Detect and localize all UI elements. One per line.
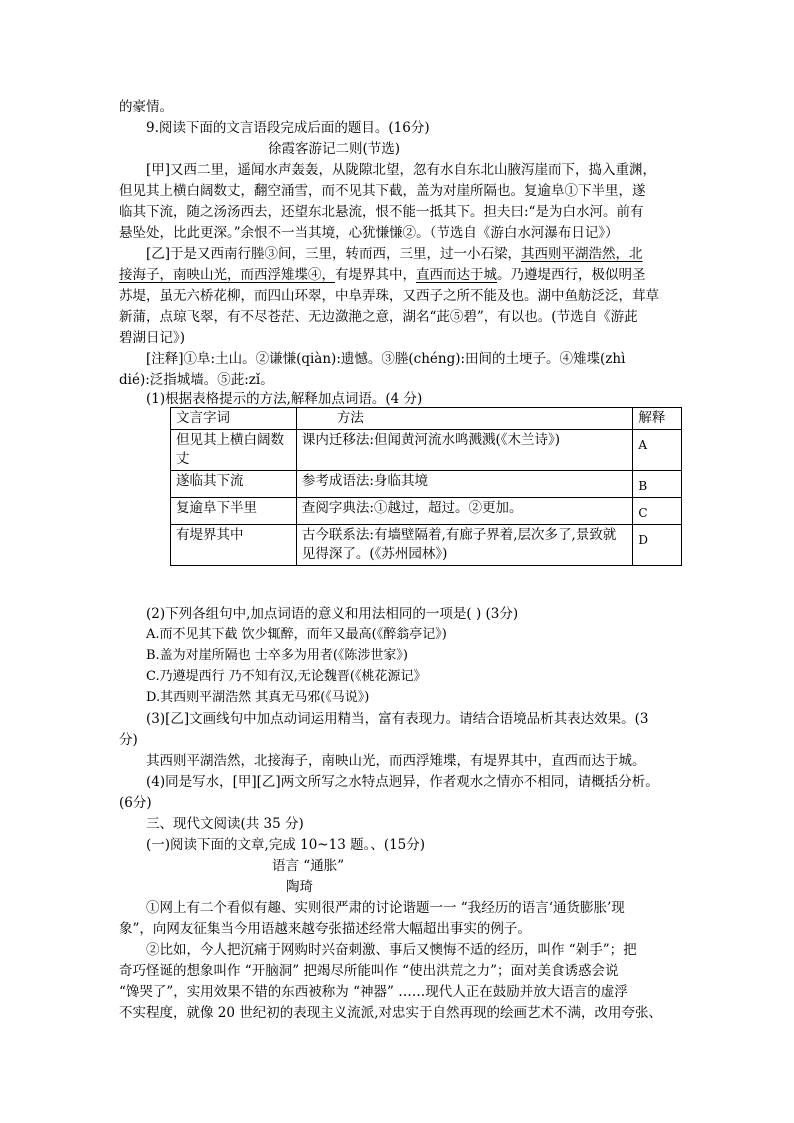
text-segment: [乙]于是又西南行塍③间，三里，转而西，三里，过一小石梁， <box>146 246 522 262</box>
table-header-cell: 方法 <box>296 408 632 430</box>
text-segment: 有堤界其中， <box>335 267 416 283</box>
table-cell: 参考成语法:身临其境 <box>296 471 632 498</box>
text-line: 碧湖日记》) <box>119 330 186 346</box>
table-cell: 有堤界其中 <box>171 525 297 566</box>
option-b: B.盖为对崖所隔也 士卒多为用者(《陈涉世家》) <box>146 648 408 663</box>
table-header-cell: 文言字词 <box>171 408 297 430</box>
text-line: “馋哭了”，实用效果不错的东西被称为 “神器” ……现代人正在鼓励并放大语言的虚浮 <box>119 984 628 1000</box>
table-row <box>171 525 682 566</box>
text-line: 新蒲，点琼飞翠，有不尽苍茫、无边潋滟之意，湖名“茈⑤碧”，有以也。(节选自《游茈 <box>119 309 638 325</box>
table-cell: 遂临其下流 <box>171 471 297 498</box>
table-cell: 复逾阜下半里 <box>171 498 297 525</box>
table-cell: 古今联系法:有墙壁隔着,有廊子界着,层次多了,景致就见得深了。(《苏州园林》) <box>296 525 632 566</box>
underlined-sentence: 直西而达于城 <box>416 267 497 283</box>
text-line: 分) <box>119 732 138 748</box>
quoted-sentence: 其西则平湖浩然，北接海子，南映山光，而西浮雉堞，有堤界其中，直西而达于城。 <box>146 753 646 769</box>
text-line: 但见其上横白阔数丈，翻空涌雪，而不见其下截，盖为对崖所隔也。复逾阜①下半里，遂 <box>119 183 646 199</box>
annotation-line: dié):泛指城墙。⑤茈:zǐ。 <box>119 372 274 388</box>
underlined-sentence: 接海子，南映山光，而西浮雉堞④， <box>119 267 335 283</box>
option-a: A.而不见其下截 饮少辄醉，而年又最高(《醉翁亭记》) <box>146 627 447 642</box>
text-line: 象”，向网友征集当今用语越来越夸张描述经常大幅超出事实的例子。 <box>119 921 531 937</box>
table-header-row <box>171 408 682 430</box>
table-row <box>171 471 682 498</box>
table-cell: 但见其上横白阔数丈 <box>171 430 297 471</box>
question-9-heading: 9.阅读下面的文言语段完成后面的题目。(16分) <box>146 120 430 136</box>
text-line: 不实程度，就像 20 世纪初的表现主义流派,对忠实于自然再现的绘画艺术不满，改用夸张、 <box>119 1005 663 1021</box>
text-line: 的豪情。 <box>119 99 173 115</box>
underlined-sentence: 其西则平湖浩然，北 <box>521 246 643 262</box>
text-line: 悬坠处，比此更深。”余恨不一当其境，心犹慊慊②。（节选自《游白水河瀑布日记》） <box>119 225 619 241</box>
question-3: (3)[乙]文画线句中加点动词运用精当，富有表现力。请结合语境品析其表达效果。(3 <box>146 711 649 727</box>
option-d: D.其西则平湖浩然 其真无马邪(《马说》) <box>146 690 370 705</box>
article-title: 语言 “通胀” <box>272 858 345 874</box>
text-line <box>146 244 643 264</box>
text-line: [甲]又西二里，遥闻水声轰轰，从陇隙北望，忽有水自东北山腋泻崖而下，捣入重渊， <box>146 162 657 178</box>
text-line <box>119 265 646 285</box>
article-author: 陶琦 <box>286 879 313 895</box>
question-4: (4)同是写水，[甲][乙]两文所写之水特点迥异，作者观水之情亦不相同，请概括分析。 <box>146 774 659 790</box>
section-heading: 三、现代文阅读(共 35 分) <box>146 816 304 832</box>
question-2: (2)下列各组句中,加点词语的意义和用法相同的一项是( ) (3分) <box>146 606 519 622</box>
subsection-heading: (一)阅读下面的文章,完成 10~13 题。、(15分) <box>146 837 426 853</box>
table-row <box>171 498 682 525</box>
text-line: (6分) <box>119 795 152 811</box>
vocabulary-table <box>170 407 682 566</box>
text-line: ②比如，今人把沉痛于网购时兴奋刺激、事后又懊悔不适的经历，叫作 “剁手”；把 <box>146 942 637 958</box>
text-segment: 。乃遵堤西行，极似明圣 <box>497 267 646 283</box>
text-line: 奇巧怪诞的想象叫作 “开脑洞” 把竭尽所能叫作 “使出洪荒之力”；面对美食诱惑会说 <box>119 963 619 979</box>
table-cell: 课内迁移法:但闻黄河流水鸣溅溅(《木兰诗》) <box>296 430 632 471</box>
text-line: 苏堤，虽无六桥花柳，而四山环翠，中阜弄珠，又西子之所不能及也。湖中鱼舫泛泛，茸草 <box>119 288 659 304</box>
text-line: 临其下流，随之汤汤西去，还望东北悬流，恨不能一抵其下。担夫曰:“是为白水河。前有 <box>119 204 644 220</box>
question-1: (1)根据表格提示的方法,解释加点词语。(4 分) <box>146 391 423 407</box>
annotation-line: [注释]①阜:土山。②谦慊(qiàn):遗憾。③塍(chéng):田间的土埂子。④雉堞(zhì <box>146 351 626 367</box>
table-cell: D <box>633 525 682 566</box>
passage-title: 徐霞客游记二则(节选) <box>268 141 401 157</box>
option-c: C.乃遵堤西行 乃不知有汉,无论魏晋(《桃花源记》 <box>146 669 427 684</box>
table-header-cell: 解释 <box>633 408 682 430</box>
table-cell: 查阅字典法:①越过，超过。②更加。 <box>296 498 632 525</box>
table-cell: A <box>633 430 682 471</box>
table-cell: C <box>633 498 682 525</box>
text-line: ①网上有二个看似有趣、实则很严肃的讨论谐题一一 “我经历的语言‘通货膨胀’现 <box>146 900 625 916</box>
table-cell: B <box>633 471 682 498</box>
table-row <box>171 430 682 471</box>
